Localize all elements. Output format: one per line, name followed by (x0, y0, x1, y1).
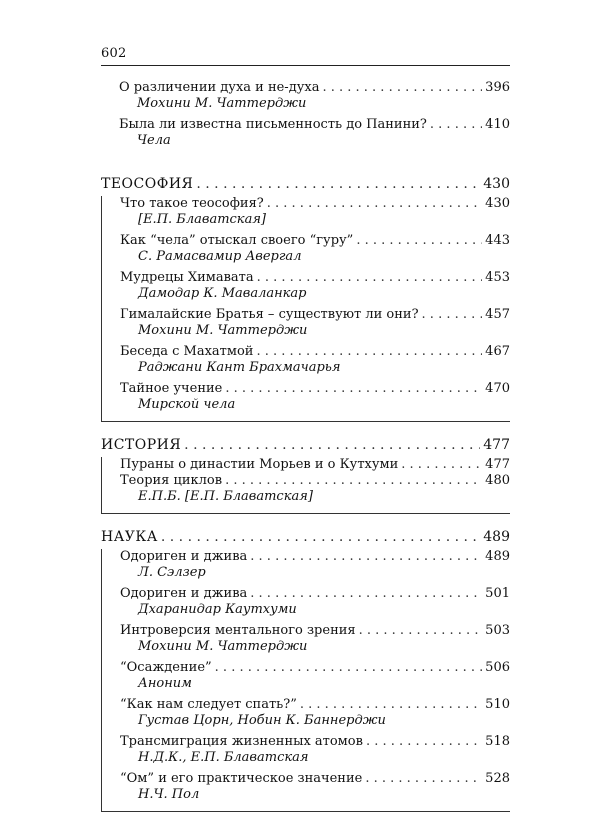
toc-entry-page: 489 (485, 549, 510, 564)
toc-entry-author: Дхаранидар Каутхуми (138, 602, 297, 617)
continued-section (101, 80, 510, 157)
toc-entry-line (120, 660, 510, 676)
dot-leader (257, 270, 483, 286)
toc-entry (120, 623, 510, 655)
toc-entry (120, 771, 510, 803)
toc-entry-author: Мирской чела (138, 397, 236, 412)
continued-section-body (101, 80, 510, 157)
section-page: 489 (483, 529, 510, 545)
toc-entry-title: Трансмиграция жизненных атомов (120, 734, 363, 749)
dot-leader (366, 734, 482, 750)
toc-entry-title: Одориген и джива (120, 549, 248, 564)
toc-entry (120, 586, 510, 618)
dot-leader (322, 80, 482, 96)
toc-entry-page: 396 (485, 80, 510, 95)
dot-leader (184, 436, 480, 454)
toc-entry-page: 506 (485, 660, 510, 675)
toc-entry-page: 480 (485, 473, 510, 488)
dot-leader (161, 528, 480, 546)
toc-entry-line (120, 270, 510, 286)
toc-entry (119, 80, 510, 112)
toc-entry-title: Что такое теософия? (120, 196, 264, 211)
toc-entry-line (120, 473, 510, 489)
toc-entry (120, 734, 510, 766)
toc-entry-page: 457 (485, 307, 510, 322)
toc-entry (120, 473, 510, 505)
toc-entry (120, 307, 510, 339)
page-number: 602 (101, 46, 127, 61)
toc-entry-title: Тайное учение (120, 381, 223, 396)
toc-entry-page: 467 (485, 344, 510, 359)
dot-leader (430, 117, 482, 133)
toc-entry (120, 660, 510, 692)
toc-entry-author: Е.П.Б. [Е.П. Блаватская] (138, 489, 313, 504)
toc-entry (120, 457, 510, 473)
dot-leader (250, 586, 482, 602)
dot-leader (365, 771, 482, 787)
toc-entry-author: [Е.П. Блаватская] (138, 212, 266, 227)
toc-entry-page: 510 (485, 697, 510, 712)
dot-leader (401, 457, 482, 473)
toc-entry-line (120, 307, 510, 323)
toc-entry-title: Беседа с Махатмой (120, 344, 254, 359)
toc-entry-author: Мохини М. Чаттерджи (137, 96, 307, 111)
toc-entry-page: 470 (485, 381, 510, 396)
table-of-contents (101, 80, 510, 826)
section-title: ИСТОРИЯ (101, 437, 182, 453)
dot-leader (250, 549, 482, 565)
toc-entry-page: 528 (485, 771, 510, 786)
toc-entry-title: Одориген и джива (120, 586, 248, 601)
section-title: ТЕОСОФИЯ (101, 176, 194, 192)
toc-entry-line (120, 771, 510, 787)
toc-entry-line (120, 623, 510, 639)
dot-leader (256, 344, 482, 360)
toc-entry-author: Дамодар К. Маваланкар (138, 286, 307, 301)
toc-entry-title: Как “чела” отыскал своего “гуру” (120, 233, 354, 248)
toc-entry-author: Мохини М. Чаттерджи (138, 323, 308, 338)
toc-entry-author: Н.Ч. Пол (138, 787, 200, 802)
toc-entry-line (120, 233, 510, 249)
dot-leader (267, 196, 482, 212)
toc-entry (119, 117, 510, 149)
toc-entry-line (120, 697, 510, 713)
toc-entry (120, 344, 510, 376)
toc-entry-title: Была ли известна письменность до Панини? (119, 117, 427, 132)
section-title: НАУКА (101, 529, 158, 545)
dot-leader (215, 660, 483, 676)
dot-leader (300, 697, 482, 713)
toc-entry (120, 697, 510, 729)
toc-entry-line (119, 117, 510, 133)
toc-entry-page: 503 (485, 623, 510, 638)
toc-entry-author: Мохини М. Чаттерджи (138, 639, 308, 654)
toc-entry-line (120, 344, 510, 360)
section-body (101, 549, 510, 812)
section-heading (101, 436, 510, 454)
toc-entry (120, 270, 510, 302)
toc-entry-line (120, 457, 510, 473)
dot-leader (359, 623, 483, 639)
toc-entry-title: Гималайские Братья – существуют ли они? (120, 307, 419, 322)
toc-entry-author: Раджани Кант Брахмачарья (138, 360, 341, 375)
toc-entry (120, 233, 510, 265)
toc-entry-page: 443 (485, 233, 510, 248)
toc-entry-author: Л. Сэлзер (138, 565, 206, 580)
toc-entry-title: Теория циклов (120, 473, 223, 488)
toc-entry-author: Чела (137, 133, 171, 148)
section-body (101, 457, 510, 514)
toc-entry-line (120, 586, 510, 602)
toc-entry-title: “Ом” и его практическое значение (120, 771, 363, 786)
toc-entry-title: “Осаждение” (120, 660, 212, 675)
toc-entry-title: О различении духа и не-духа (119, 80, 320, 95)
section-theosophy (101, 175, 510, 422)
toc-entry (120, 381, 510, 413)
toc-entry-author: Густав Цорн, Нобин К. Баннерджи (138, 713, 386, 728)
section-body (101, 196, 510, 422)
section-heading (101, 175, 510, 193)
toc-entry-page: 477 (485, 457, 510, 472)
toc-entry-page: 410 (485, 117, 510, 132)
toc-entry-author: Н.Д.К., Е.П. Блаватская (138, 750, 309, 765)
toc-entry-line (120, 196, 510, 212)
section-heading (101, 528, 510, 546)
section-history (101, 436, 510, 514)
toc-entry-page: 501 (485, 586, 510, 601)
toc-entry (120, 196, 510, 228)
toc-entry-page: 453 (485, 270, 510, 285)
toc-entry-page: 518 (485, 734, 510, 749)
dot-leader (356, 233, 482, 249)
section-science (101, 528, 510, 812)
toc-entry-page: 430 (485, 196, 510, 211)
toc-entry-line (120, 381, 510, 397)
dot-leader (225, 381, 482, 397)
toc-entry-title: Пураны о династии Морьев и о Кутхуми (120, 457, 399, 472)
dot-leader (196, 175, 480, 193)
toc-entry-line (119, 80, 510, 96)
dot-leader (422, 307, 483, 323)
toc-entry-line (120, 549, 510, 565)
header-rule (101, 65, 510, 66)
section-page: 477 (483, 437, 510, 453)
toc-entry-title: Мудрецы Химавата (120, 270, 254, 285)
toc-entry (120, 549, 510, 581)
dot-leader (225, 473, 482, 489)
section-page: 430 (483, 176, 510, 192)
toc-entry-author: С. Рамасвамир Авергал (138, 249, 302, 264)
toc-entry-title: “Как нам следует спать?” (120, 697, 297, 712)
toc-entry-author: Аноним (138, 676, 192, 691)
toc-entry-line (120, 734, 510, 750)
toc-entry-title: Интроверсия ментального зрения (120, 623, 356, 638)
